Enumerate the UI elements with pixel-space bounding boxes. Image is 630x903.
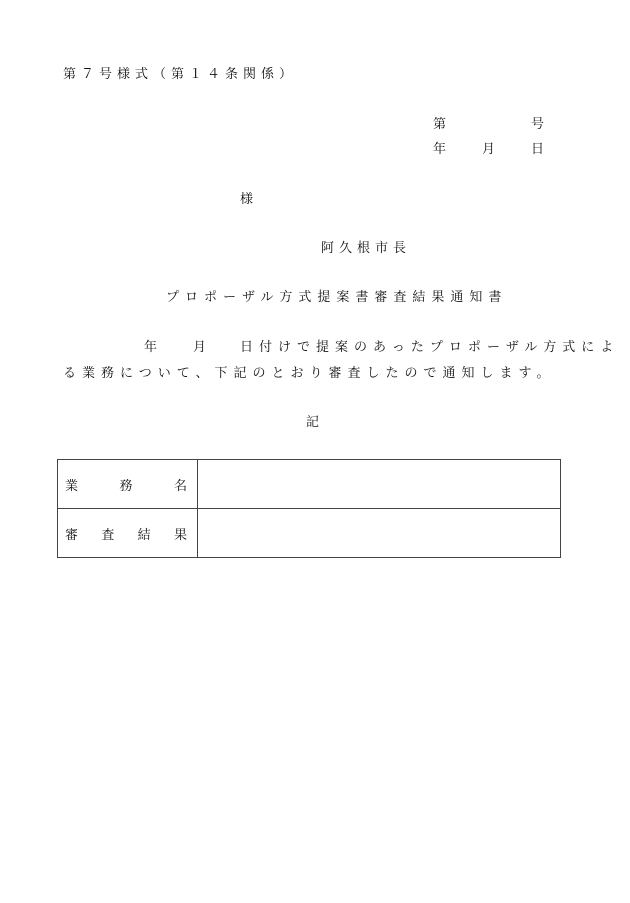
addressee-suffix: 様 <box>240 192 254 207</box>
label-char: 業 <box>65 478 79 494</box>
date-year: 年 <box>433 142 447 157</box>
table-row <box>58 509 561 558</box>
sender: 阿久根市長 <box>321 241 412 256</box>
table-row <box>58 460 561 509</box>
ki-heading: 記 <box>306 415 320 430</box>
body-month: 月 <box>193 340 207 355</box>
result-table <box>57 459 561 558</box>
body-line-2: る業務について、下記のとおり審査したので通知します。 <box>63 366 556 381</box>
business-name-value[interactable] <box>198 460 561 509</box>
label-char: 名 <box>173 478 187 494</box>
label-char: 審 <box>65 527 79 543</box>
body-line-1: 日付けで提案のあったプロポーザル方式によ <box>240 340 620 355</box>
body-year: 年 <box>144 340 158 355</box>
date-month: 月 <box>482 142 496 157</box>
doc-number-prefix: 第 <box>433 117 447 132</box>
doc-number-suffix: 号 <box>531 117 545 132</box>
row-label-business-name <box>58 460 198 509</box>
form-number: 第７号様式（第１４条関係） <box>63 67 298 82</box>
label-char: 果 <box>173 527 187 543</box>
label-char: 査 <box>101 527 115 543</box>
label-char: 結 <box>137 527 151 543</box>
label-char: 務 <box>119 478 133 494</box>
date-day: 日 <box>531 142 545 157</box>
row-label-review-result <box>58 509 198 558</box>
review-result-value[interactable] <box>198 509 561 558</box>
document-title: プロポーザル方式提案書審査結果通知書 <box>166 290 508 305</box>
